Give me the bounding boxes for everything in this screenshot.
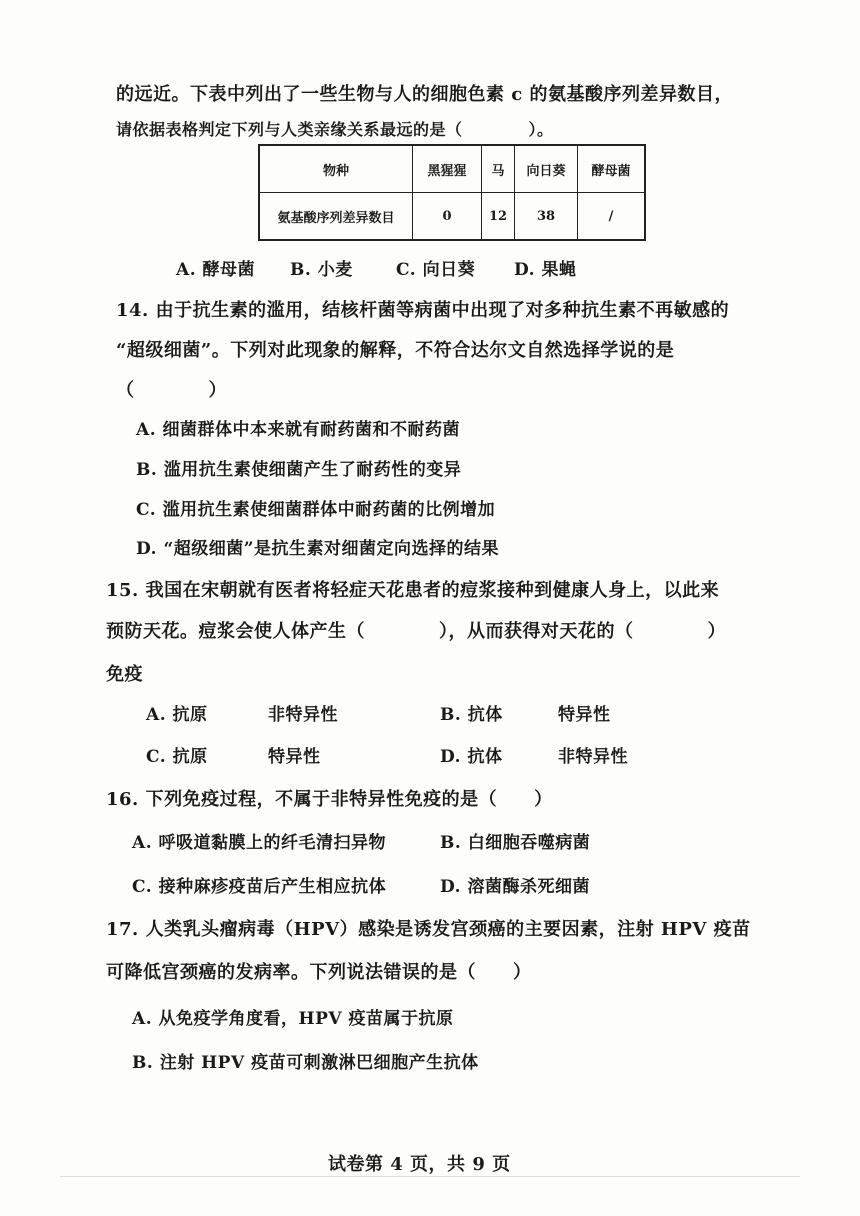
table-row <box>259 193 645 241</box>
table-cell: 12 <box>482 193 515 241</box>
q16-line-1: 16. 下列免疫过程，不属于非特异性免疫的是（ ） <box>106 789 553 810</box>
q15-option-c-2: 特异性 <box>268 747 321 767</box>
table-cell: 向日葵 <box>515 145 578 193</box>
table-cell: 马 <box>482 145 515 193</box>
q14-option-c: C. 滥用抗生素使细菌群体中耐药菌的比例增加 <box>136 500 496 520</box>
q15-line-2: 预防天花。痘浆会使人体产生（ ），从而获得对天花的（ ） <box>106 621 726 642</box>
q14-line-1: 14. 由于抗生素的滥用，结核杆菌等病菌中出现了对多种抗生素不再敏感的 <box>116 300 730 321</box>
q14-option-b: B. 滥用抗生素使细菌产生了耐药性的变异 <box>136 460 462 480</box>
species-table <box>258 144 646 241</box>
q16-option-d: D. 溶菌酶杀死细菌 <box>440 877 590 897</box>
q15-option-b-2: 特异性 <box>558 705 611 725</box>
table-cell: 黑猩猩 <box>413 145 482 193</box>
table-cell: / <box>578 193 646 241</box>
table-cell: 0 <box>413 193 482 241</box>
q17-line-1: 17. 人类乳头瘤病毒（HPV）感染是诱发宫颈癌的主要因素，注射 HPV 疫苗 <box>106 919 751 940</box>
q16-option-c: C. 接种麻疹疫苗后产生相应抗体 <box>132 877 387 897</box>
q13-option-c: C. 向日葵 <box>396 260 476 280</box>
q14-line-3: （ ） <box>116 380 227 401</box>
q15-option-b-1: B. 抗体 <box>440 705 503 725</box>
q15-option-d-2: 非特异性 <box>558 747 628 767</box>
table-cell: 酵母菌 <box>578 145 646 193</box>
q15-option-a-1: A. 抗原 <box>146 705 208 725</box>
q16-option-a: A. 呼吸道黏膜上的纤毛清扫异物 <box>132 833 387 853</box>
q15-line-1: 15. 我国在宋朝就有医者将轻症天花患者的痘浆接种到健康人身上，以此来 <box>106 580 720 601</box>
footer-divider <box>60 1176 800 1177</box>
q17-option-b: B. 注射 HPV 疫苗可刺激淋巴细胞产生抗体 <box>132 1053 479 1073</box>
table-cell: 38 <box>515 193 578 241</box>
table-cell: 氨基酸序列差异数目 <box>259 193 413 241</box>
table-header-row <box>259 145 645 193</box>
q13-option-a: A. 酵母菌 <box>176 260 256 280</box>
table-cell: 物种 <box>259 145 413 193</box>
intro-line-2: 请依据表格判定下列与人类亲缘关系最远的是（ ）。 <box>116 120 554 139</box>
q16-option-b: B. 白细胞吞噬病菌 <box>440 833 591 853</box>
q15-option-a-2: 非特异性 <box>268 705 338 725</box>
q13-option-d: D. 果蝇 <box>514 260 577 280</box>
intro-line-1: 的远近。下表中列出了一些生物与人的细胞色素 c 的氨基酸序列差异数目， <box>116 84 733 105</box>
q14-option-a: A. 细菌群体中本来就有耐药菌和不耐药菌 <box>136 420 461 440</box>
q15-option-d-1: D. 抗体 <box>440 747 503 767</box>
page-number: 试卷第 4 页，共 9 页 <box>328 1154 511 1175</box>
q14-line-2: “超级细菌”。下列对此现象的解释，不符合达尔文自然选择学说的是 <box>116 340 675 361</box>
q15-option-c-1: C. 抗原 <box>146 747 208 767</box>
q17-line-2: 可降低宫颈癌的发病率。下列说法错误的是（ ） <box>106 962 532 983</box>
q17-option-a: A. 从免疫学角度看，HPV 疫苗属于抗原 <box>132 1009 454 1029</box>
q14-option-d: D. “超级细菌”是抗生素对细菌定向选择的结果 <box>136 539 500 559</box>
q13-option-b: B. 小麦 <box>290 260 353 280</box>
q15-line-3: 免疫 <box>106 664 143 685</box>
